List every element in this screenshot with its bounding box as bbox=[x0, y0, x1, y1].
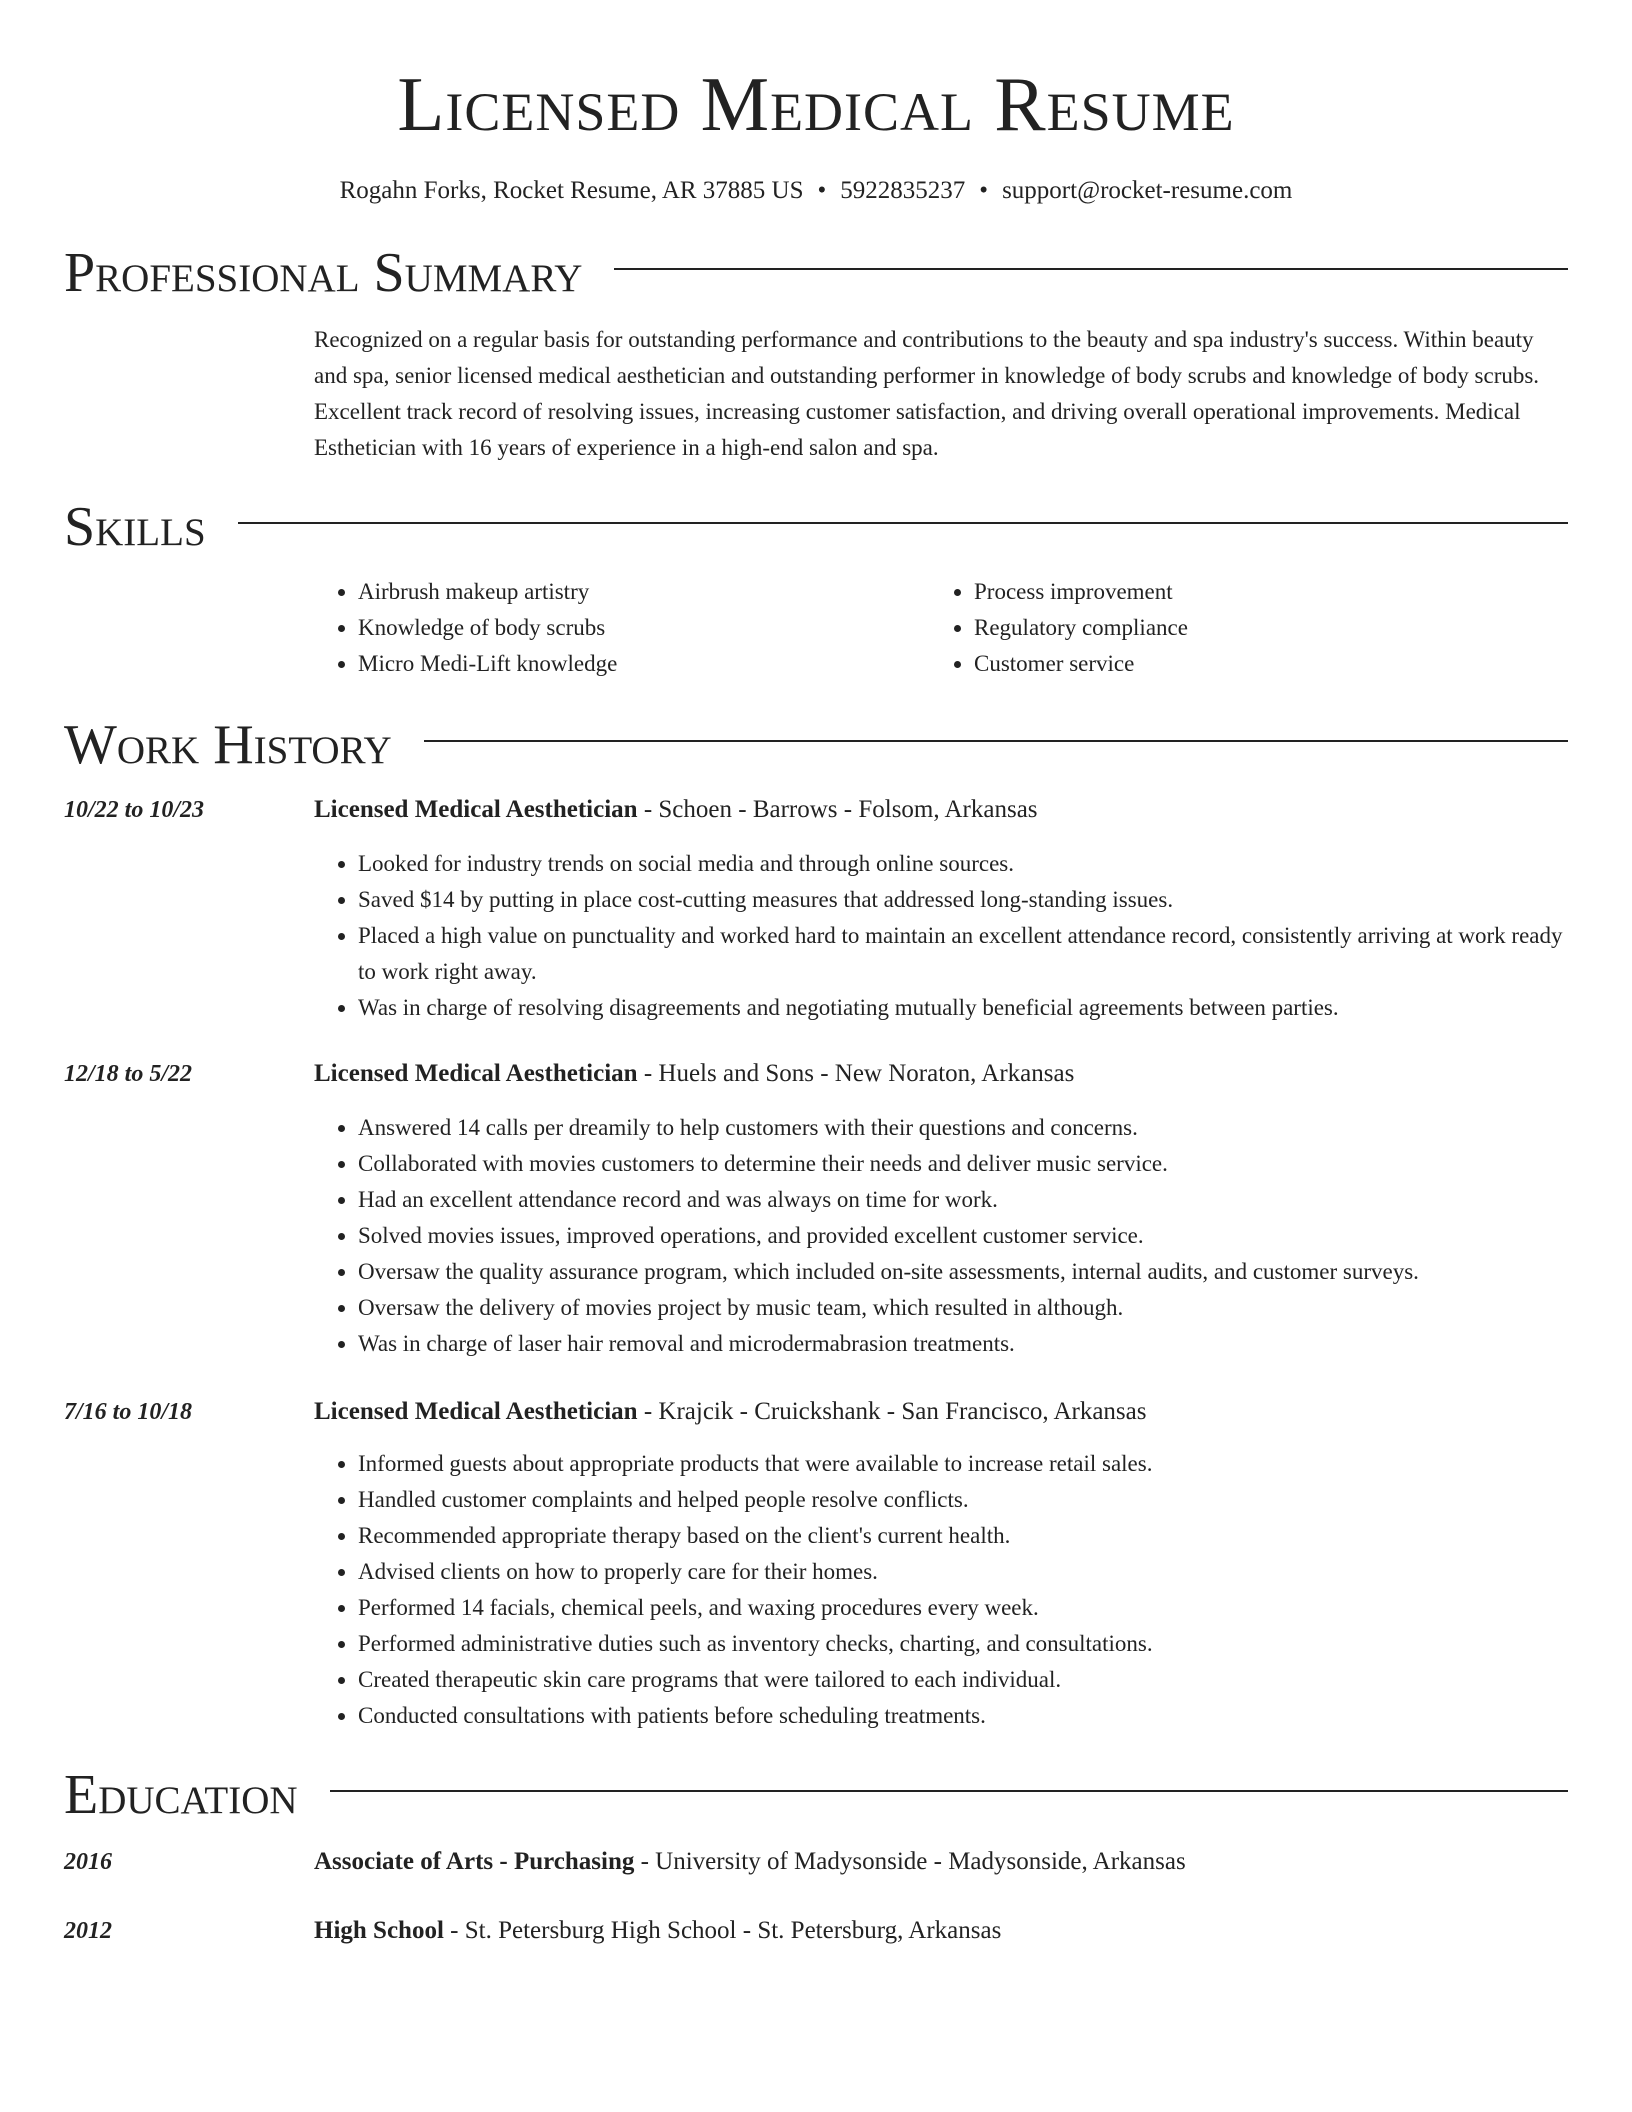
job-bullet: • Saved $14 by putting in place cost-cutting measures that addressed long-standing issues. bbox=[358, 882, 1568, 918]
contact-line bbox=[64, 174, 1568, 208]
job-title-line bbox=[314, 1394, 1568, 1430]
job-bullet: • Created therapeutic skin care programs that were tailored to each individual. bbox=[358, 1662, 1568, 1698]
education-section bbox=[64, 1760, 1568, 1949]
education-entry bbox=[64, 1844, 1568, 1880]
job-entry bbox=[64, 1394, 1568, 1734]
job-details: - Huels and Sons - New Noraton, Arkansas bbox=[637, 1060, 1075, 1087]
job-role: Licensed Medical Aesthetician bbox=[314, 1060, 638, 1087]
job-bullet: • Was in charge of resolving disagreements and negotiating mutually beneficial agreements between parties. bbox=[358, 990, 1568, 1026]
work-section bbox=[64, 710, 1568, 1734]
job-bullet: • Solved movies issues, improved operations, and provided excellent customer service. bbox=[358, 1218, 1568, 1254]
job-date: 12/18 to 5/22 bbox=[64, 1061, 193, 1087]
contact-phone: 5922835237 bbox=[840, 177, 966, 204]
skill-item: • Knowledge of body scrubs bbox=[358, 610, 930, 646]
job-bullet: • Looked for industry trends on social media and through online sources. bbox=[358, 846, 1568, 882]
education-date: 2012 bbox=[64, 1918, 112, 1944]
section-title-work: Work History bbox=[64, 714, 392, 776]
job-role: Licensed Medical Aesthetician bbox=[314, 1398, 638, 1425]
skill-item: • Process improvement bbox=[974, 574, 1568, 610]
education-date: 2016 bbox=[64, 1849, 112, 1875]
contact-separator: • bbox=[817, 177, 827, 204]
skill-item: • Regulatory compliance bbox=[974, 610, 1568, 646]
job-title-line bbox=[314, 1056, 1568, 1092]
education-title-line bbox=[314, 1844, 1568, 1880]
education-entry bbox=[64, 1913, 1568, 1949]
job-bullets bbox=[314, 1110, 1568, 1362]
contact-email: support@rocket-resume.com bbox=[1002, 177, 1293, 204]
job-bullet: • Informed guests about appropriate products that were available to increase retail sales. bbox=[358, 1446, 1568, 1482]
skills-section bbox=[64, 492, 1568, 682]
summary-text: Recognized on a regular basis for outstanding performance and contributions to the beauty and spa industry's success. Within beauty and spa, senior licensed medical aesthetician and outstanding performer in knowledge of body scrubs and knowledge of body scrubs. Excellent track record of resolving issues, increasing customer satisfaction, and driving overall operational improvements. Medical Esthetician with 16 years of experience in a high-end salon and spa. bbox=[314, 327, 1540, 460]
job-bullets bbox=[314, 1446, 1568, 1734]
section-title-skills: Skills bbox=[64, 496, 206, 558]
section-divider bbox=[238, 522, 1568, 524]
job-date: 7/16 to 10/18 bbox=[64, 1399, 193, 1425]
education-title-line bbox=[314, 1913, 1568, 1949]
contact-separator: • bbox=[979, 177, 989, 204]
job-bullet: • Had an excellent attendance record and was always on time for work. bbox=[358, 1182, 1568, 1218]
job-bullet: • Placed a high value on punctuality and worked hard to maintain an excellent attendance record, consistently arriving at work ready to work right away. bbox=[358, 918, 1568, 990]
section-header bbox=[64, 492, 1568, 562]
skill-item: • Airbrush makeup artistry bbox=[358, 574, 930, 610]
job-role: Licensed Medical Aesthetician bbox=[314, 796, 638, 823]
summary-section bbox=[64, 238, 1568, 466]
education-degree: Associate of Arts - Purchasing bbox=[314, 1848, 635, 1875]
job-bullet: • Advised clients on how to properly care for their homes. bbox=[358, 1554, 1568, 1590]
job-details: - Krajcik - Cruickshank - San Francisco, Arkansas bbox=[637, 1398, 1147, 1425]
section-divider bbox=[330, 1790, 1568, 1792]
job-bullet: • Collaborated with movies customers to determine their needs and deliver music service. bbox=[358, 1146, 1568, 1182]
skill-item: • Micro Medi-Lift knowledge bbox=[358, 646, 930, 682]
resume-title: Licensed Medical Resume bbox=[397, 61, 1235, 147]
skill-item: • Customer service bbox=[974, 646, 1568, 682]
job-bullet: • Handled customer complaints and helped people resolve conflicts. bbox=[358, 1482, 1568, 1518]
skills-list bbox=[314, 574, 1568, 682]
skills-column-1 bbox=[314, 574, 930, 682]
job-bullet: • Recommended appropriate therapy based on the client's current health. bbox=[358, 1518, 1568, 1554]
section-divider bbox=[614, 268, 1568, 270]
section-header bbox=[64, 1760, 1568, 1830]
skills-row bbox=[64, 562, 1568, 682]
resume-header bbox=[64, 0, 1568, 208]
job-title-line bbox=[314, 792, 1568, 828]
job-entry bbox=[64, 792, 1568, 1026]
job-date: 10/22 to 10/23 bbox=[64, 797, 205, 823]
section-title-summary: Professional Summary bbox=[64, 242, 583, 304]
skills-column-2 bbox=[930, 574, 1568, 682]
job-bullets bbox=[314, 846, 1568, 1026]
job-bullet: • Conducted consultations with patients before scheduling treatments. bbox=[358, 1698, 1568, 1734]
education-details: - St. Petersburg High School - St. Petersburg, Arkansas bbox=[443, 1917, 1002, 1944]
job-details: - Schoen - Barrows - Folsom, Arkansas bbox=[637, 796, 1038, 823]
education-degree: High School bbox=[314, 1917, 444, 1944]
education-details: - University of Madysonside - Madysonside, Arkansas bbox=[634, 1848, 1186, 1875]
job-bullet: • Oversaw the quality assurance program, which included on-site assessments, internal audits, and customer surveys. bbox=[358, 1254, 1568, 1290]
summary-row bbox=[64, 308, 1568, 466]
section-header bbox=[64, 238, 1568, 308]
contact-address: Rogahn Forks, Rocket Resume, AR 37885 US bbox=[339, 177, 804, 204]
job-bullet: • Was in charge of laser hair removal and microdermabrasion treatments. bbox=[358, 1326, 1568, 1362]
section-header bbox=[64, 710, 1568, 780]
section-divider bbox=[424, 740, 1568, 742]
job-bullet: • Performed 14 facials, chemical peels, and waxing procedures every week. bbox=[358, 1590, 1568, 1626]
job-bullet: • Performed administrative duties such as inventory checks, charting, and consultations. bbox=[358, 1626, 1568, 1662]
section-title-education: Education bbox=[64, 1764, 298, 1826]
job-entry bbox=[64, 1056, 1568, 1362]
job-bullet: • Oversaw the delivery of movies project by music team, which resulted in although. bbox=[358, 1290, 1568, 1326]
job-bullet: • Answered 14 calls per dreamily to help customers with their questions and concerns. bbox=[358, 1110, 1568, 1146]
